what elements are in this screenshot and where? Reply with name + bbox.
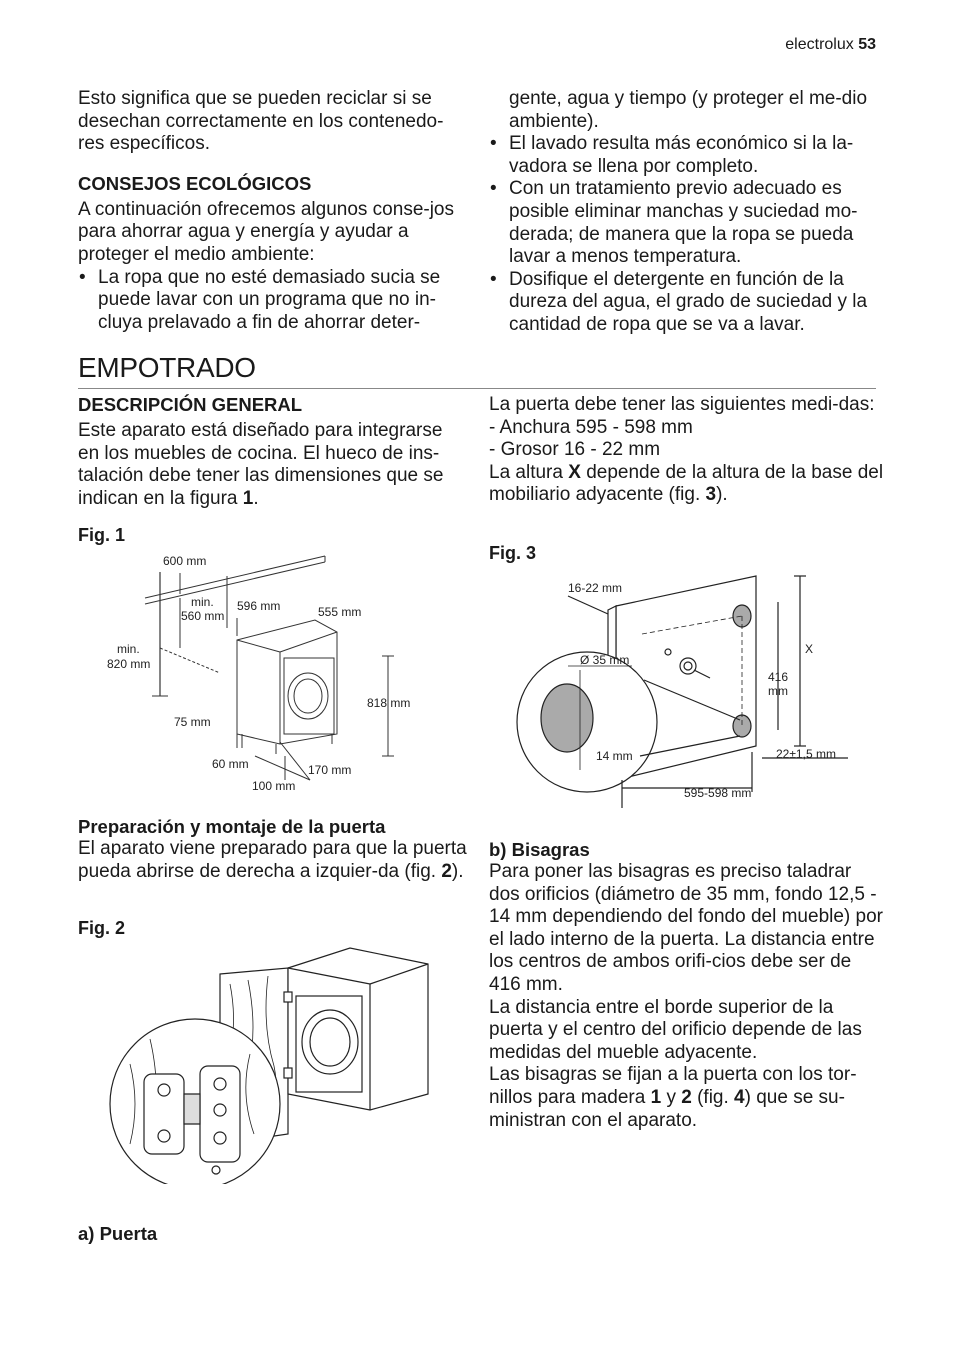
fig1-dim-818: 818 mm [367,696,411,710]
section-divider [78,388,876,389]
prep-text-end: ). [451,860,464,882]
prep-heading: Preparación y montaje de la puerta [78,816,386,837]
height-fig-ref: 3 [705,484,717,506]
fig1-dim-min560-b: 560 mm [181,609,225,623]
fig3-dim-416-b: mm [768,684,788,698]
hinges-text: Las bisagras se fijan a la puerta con los tor-nillos para madera [489,1064,857,1108]
prep-text: El aparato viene preparado para que la puerta pueda abrirse de derecha a izquier-da (fig. [78,838,467,882]
hinges-text-end: ) que se su-ministran con el aparato. [489,1086,845,1131]
door-thickness: - Grosor 16 - 22 mm [489,439,661,461]
fig1-dim-60: 60 mm [212,757,249,771]
fig3-dim-35: Ø 35 mm [580,653,630,667]
hinges-fig-ref: 4 [734,1086,745,1108]
screw-ref-1: 1 [650,1086,662,1108]
fig1-dim-min820-b: 820 mm [107,657,151,671]
fig1-dim-596: 596 mm [237,599,281,613]
fig1-dim-170: 170 mm [308,763,352,777]
eco-intro: A continuación ofrecemos algunos conse-jos para ahorrar agua y energía y ayudar a proteger el medio ambiente: [78,198,455,265]
eco-bullet-3: • Con un tratamiento previo adecuado es posible eliminar manchas y suciedad mo-derada; de manera que la ropa se pueda lavar a menos temperatura. [489,178,879,268]
eco-heading: CONSEJOS ECOLÓGICOS [78,172,312,194]
hinges-paragraph-2: La distancia entre el borde superior de la puerta y el centro del orificio depende de las medidas del mueble adyacente. [489,996,862,1063]
prep-block [78,816,468,883]
hinges-block [489,839,884,1132]
fig3-dim-22: 22±1,5 mm [776,747,836,761]
eco-list-left [78,267,468,335]
height-paragraph [489,462,884,507]
desc-text: Este aparato está diseñado para integrarse en los muebles de cocina. El hueco de ins-talación debe tener las dimensiones que se indican en la figura [78,420,444,509]
height-text-mid: depende de la altura de la base del mobiliario adyacente (fig. [489,461,884,506]
hinges-paragraph-1: Para poner las bisagras es preciso taladrar dos orificios (diámetro de 35 mm, fondo 12,5 - 14 mm dependiendo del fondo del mueble) por el lado interno de la puerta. La distancia entre los centros de ambos orifi-cios debe ser de 416 mm. [489,861,883,995]
fig1-label: Fig. 1 [78,525,126,545]
fig1-dim-min560-a: min. [191,595,214,609]
section-title: EMPOTRADO [78,352,256,383]
page-number: 53 [858,36,876,53]
eco-bullet-1-cont: gente, agua y tiempo (y proteger el me-dio ambiente). [509,88,868,132]
eco-bullet-1: • La ropa que no esté demasiado sucia se puede lavar con un programa que no in-cluya prelavado a fin de ahorrar deter- [78,267,468,335]
hinges-fig-open: (fig. [691,1086,735,1108]
puerta-heading: a) Puerta [78,1223,158,1244]
height-text: La altura [489,461,569,483]
desc-block [78,394,468,510]
fig3-diagram [512,570,852,808]
door-intro: La puerta debe tener las siguientes medi-das: [489,394,875,415]
eco-bullet-4: • Dosifique el detergente en función de la dureza del agua, el grado de suciedad y la cantidad de ropa que se va a lavar. [489,269,879,337]
top-right-column [489,88,879,337]
prep-fig-ref: 2 [441,860,452,882]
fig3-dim-595: 595-598 mm [684,786,752,800]
fig3-dim-16-22: 16-22 mm [568,581,623,595]
height-text-end: ). [716,484,728,506]
fig3-dim-x: X [805,642,814,656]
fig1-dim-600: 600 mm [163,554,207,568]
brand-name: electrolux [785,36,854,53]
hinges-heading: b) Bisagras [489,839,590,860]
fig1-dim-555: 555 mm [318,605,362,619]
fig1-dim-min820-a: min. [117,642,140,656]
door-dimensions-block [489,394,884,507]
fig1-diagram [100,548,430,798]
recycle-paragraph: Esto significa que se pueden reciclar si se desechan correctamente en los contenedo-res específicos. [78,88,444,155]
fig1-dim-75: 75 mm [174,715,211,729]
eco-bullet-2: • El lavado resulta más económico si la la-vadora se llena por completo. [489,133,879,178]
fig3-label: Fig. 3 [489,543,537,563]
desc-heading: DESCRIPCIÓN GENERAL [78,394,303,415]
prep-paragraph [78,838,468,883]
eco-list-right [489,133,879,336]
desc-paragraph [78,420,468,510]
hinges-and: y [661,1086,682,1108]
screw-ref-2: 2 [681,1086,692,1108]
fig2-diagram [100,944,440,1184]
fig2-label: Fig. 2 [78,918,126,938]
page-header [785,36,876,54]
desc-text-end: . [253,487,259,509]
top-left-column [78,88,468,334]
fig3-dim-416-a: 416 [768,670,789,684]
desc-fig-ref: 1 [242,487,254,509]
hinges-paragraph-3 [489,1064,884,1132]
fig1-dim-100: 100 mm [252,779,296,793]
height-x: X [568,461,581,483]
door-width: - Anchura 595 - 598 mm [489,416,693,438]
fig3-dim-14: 14 mm [596,749,633,763]
